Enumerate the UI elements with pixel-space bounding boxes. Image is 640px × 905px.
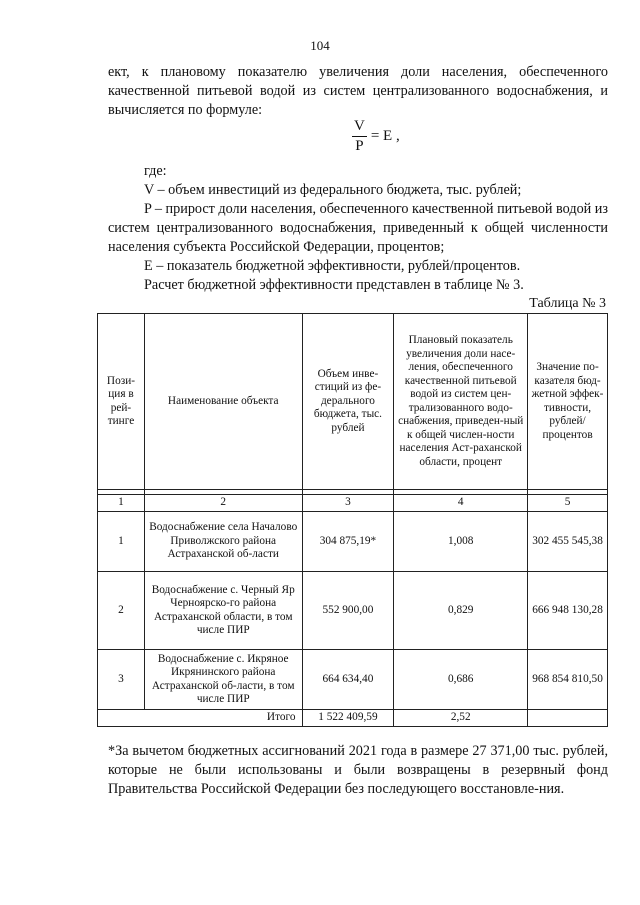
row-efficiency: 666 948 130,28 bbox=[528, 572, 608, 650]
calc-reference: Расчет бюджетной эффективности представлен в таблице № 3. bbox=[144, 277, 524, 293]
row-investment: 552 900,00 bbox=[302, 572, 394, 650]
formula-rhs: = E , bbox=[370, 128, 400, 144]
header-name: Наименование объекта bbox=[144, 314, 302, 490]
definition-v: V – объем инвестиций из федерального бюджета, тыс. рублей; bbox=[144, 182, 522, 198]
row-position: 2 bbox=[98, 572, 145, 650]
definition-p: P – прирост доли населения, обеспеченного качественной питьевой водой из систем централизованного водоснабжения, приведенный к общей численности населения субъекта Российской Федерации, процентов; bbox=[108, 201, 608, 255]
total-share: 2,52 bbox=[394, 710, 528, 727]
table-row bbox=[98, 650, 608, 710]
row-efficiency: 302 455 545,38 bbox=[528, 512, 608, 572]
header-share: Плановый показатель увеличения доли насе-ления, обеспеченного качественной питьевой водой из систем цен-трализованного водо-снабжения, приведен-ный к общей числен-ности населения Аст-раханской области, процент bbox=[394, 314, 528, 490]
table-caption: Таблица № 3 bbox=[529, 296, 606, 311]
table-header-row bbox=[98, 314, 608, 490]
header-investment: Объем инве-стиций из фе-дерального бюджета, тыс. рублей bbox=[302, 314, 394, 490]
row-share: 1,008 bbox=[394, 512, 528, 572]
total-label: Итого bbox=[98, 710, 303, 727]
total-investment: 1 522 409,59 bbox=[302, 710, 394, 727]
footnote: *За вычетом бюджетных ассигнований 2021 года в размере 27 371,00 тыс. рублей, которые не были использованы и были возвращены в резервный фонд Правительства Российской Федерации без последующего восстановле-ния. bbox=[108, 743, 608, 797]
row-share: 0,829 bbox=[394, 572, 528, 650]
header-efficiency: Значение по-казателя бюд-жетной эффек-тивности, рублей/ процентов bbox=[528, 314, 608, 490]
formula-numerator: V bbox=[352, 118, 367, 137]
row-investment: 304 875,19* bbox=[302, 512, 394, 572]
row-investment: 664 634,40 bbox=[302, 650, 394, 710]
table-total-row bbox=[98, 710, 608, 727]
formula-denominator: P bbox=[355, 138, 364, 154]
column-number: 3 bbox=[302, 495, 394, 512]
row-name: Водоснабжение села Началово Приволжского района Астраханской об-ласти bbox=[144, 512, 302, 572]
row-efficiency: 968 854 810,50 bbox=[528, 650, 608, 710]
row-position: 1 bbox=[98, 512, 145, 572]
row-share: 0,686 bbox=[394, 650, 528, 710]
total-efficiency bbox=[528, 710, 608, 727]
row-position: 3 bbox=[98, 650, 145, 710]
table-row bbox=[98, 572, 608, 650]
row-name: Водоснабжение с. Черный Яр Черноярско-го района Астраханской области, в том числе ПИР bbox=[144, 572, 302, 650]
intro-paragraph: ект, к плановому показателю увеличения доли населения, обеспеченного качественной питьевой водой из систем централизованного водоснабжения, и вычисляется по формуле: bbox=[108, 64, 608, 118]
definition-e: E – показатель бюджетной эффективности, рублей/процентов. bbox=[144, 258, 521, 274]
page-number: 104 bbox=[310, 38, 330, 53]
column-number: 4 bbox=[394, 495, 528, 512]
formula-fraction bbox=[352, 118, 367, 155]
where-label: где: bbox=[144, 163, 167, 179]
definitions bbox=[108, 162, 608, 295]
column-number: 2 bbox=[144, 495, 302, 512]
column-number: 1 bbox=[98, 495, 145, 512]
table-row bbox=[98, 512, 608, 572]
header-position: Пози-ция в рей-тинге bbox=[98, 314, 145, 490]
formula bbox=[352, 118, 400, 155]
row-name: Водоснабжение с. Икряное Икрянинского района Астраханской об-ласти, в том числе ПИР bbox=[144, 650, 302, 710]
column-number: 5 bbox=[528, 495, 608, 512]
efficiency-table bbox=[97, 313, 608, 727]
column-number-row bbox=[98, 495, 608, 512]
